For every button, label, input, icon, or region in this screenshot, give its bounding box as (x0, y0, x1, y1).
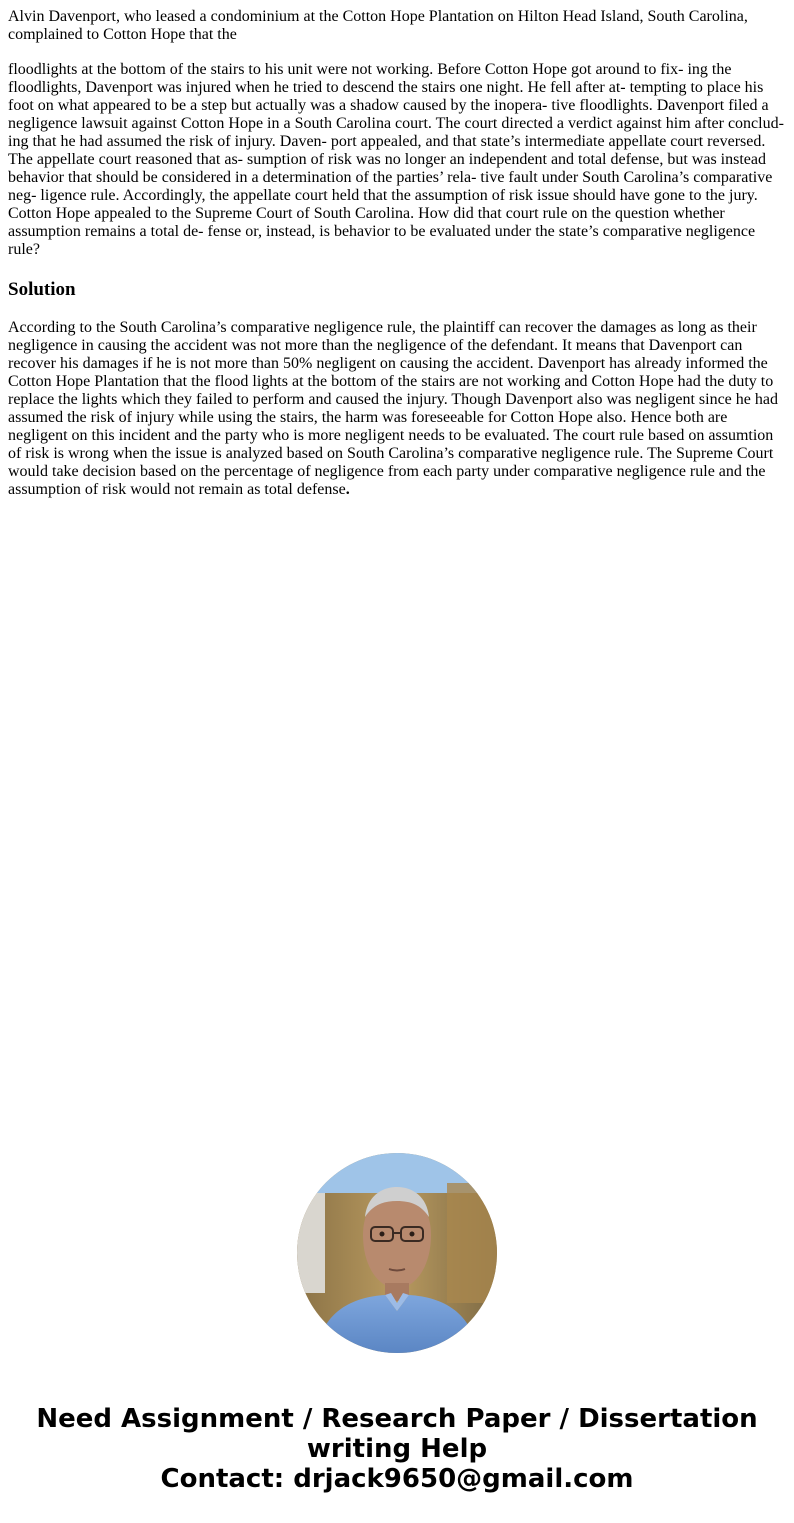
question-intro: Alvin Davenport, who leased a condominium at the Cotton Hope Plantation on Hilton Head Island, South Carolina, complained to Cotton Hope that the (8, 8, 748, 43)
solution-text-body: According to the South Carolina’s comparative negligence rule, the plaintiff can recover the damages as long as their negligence in causing the accident was not more than the negligence of the defendant. It means that Davenport can recover his damages if he is not more than 50% negligent on causing the accident. Davenport has already informed the Cotton Hope Plantation that the flood lights at the bottom of the stairs are not working and Cotton Hope had the duty to replace the lights which they failed to perform and caused the injury. Though Davenport also was negligent since he had assumed the risk of injury while using the stairs, the harm was foreseeable for Cotton Hope also. Hence both are negligent on this incident and the party who is more negligent needs to be evaluated. The court rule based on assumtion of risk is wrong when the issue is analyzed based on South Carolina’s comparative negligence rule. The Supreme Court would take decision based on the percentage of negligence from each party under comparative negligence rule and the assumption of risk would not remain as total defense (8, 319, 778, 498)
author-avatar (297, 1153, 497, 1353)
promo-line-2: writing Help (306, 1434, 488, 1464)
solution-text (8, 319, 786, 499)
solution-final-period: . (345, 481, 350, 498)
avatar-photo-icon (297, 1153, 497, 1353)
promo-banner (0, 1404, 794, 1494)
promo-line-1: Need Assignment / Research Paper / Dissertation (36, 1404, 758, 1434)
document-content (8, 8, 786, 499)
question-body: floodlights at the bottom of the stairs to his unit were not working. Before Cotton Hope got around to fix- ing the floodlights, Davenport was injured when he tried to descend the stairs one night. He fell after at- tempting to place his foot on what appeared to be a step but actually was a shadow caused by the inopera- tive floodlights. Davenport filed a negligence lawsuit against Cotton Hope in a South Carolina court. The court directed a verdict against him after conclud- ing that he had assumed the risk of injury. Daven- port appealed, and that state’s intermediate appellate court reversed. The appellate court reasoned that as- sumption of risk was no longer an independent and total defense, but was instead behavior that should be considered in a determination of the parties’ rela- tive fault under South Carolina’s comparative neg- ligence rule. Accordingly, the appellate court held that the assumption of risk issue should have gone to the jury. Cotton Hope appealed to the Supreme Court of South Carolina. How did that court rule on the question whether assumption remains a total de- fense or, instead, is behavior to be evaluated under the state’s comparative negligence rule? (8, 61, 784, 258)
solution-heading: Solution (8, 279, 76, 300)
promo-contact: Contact: drjack9650@gmail.com (160, 1464, 634, 1494)
